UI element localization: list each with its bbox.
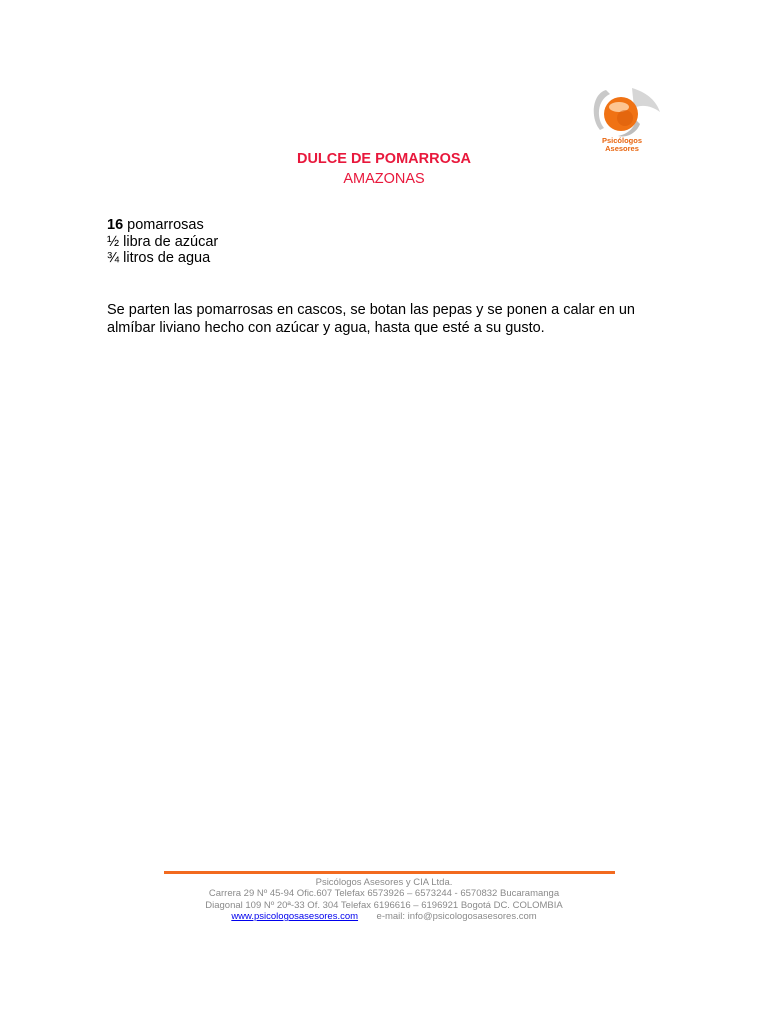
ingredient-quantity: 16	[107, 217, 124, 233]
ingredient-text: pomarrosas	[123, 217, 204, 233]
ingredient-list	[107, 217, 218, 267]
company-logo	[582, 84, 662, 156]
ingredient-item	[107, 234, 218, 251]
footer-divider	[164, 871, 615, 874]
footer-address-bucaramanga: Carrera 29 Nº 45-94 Ofic.607 Telefax 6573926 – 6573244 - 6570832 Bucaramanga	[208, 888, 560, 899]
footer-email: e-mail: info@psicologosasesores.com	[376, 911, 537, 922]
footer-address-bogota: Diagonal 109 Nº 20ª-33 Of. 304 Telefax 6196616 – 6196921 Bogotá DC. COLOMBIA	[205, 900, 563, 911]
logo-text-line2: Asesores	[605, 144, 639, 153]
recipe-title: DULCE DE POMARROSA	[296, 151, 471, 167]
ingredient-quantity: ½	[107, 233, 120, 250]
footer-contact-line	[0, 911, 768, 923]
ingredient-quantity: ¾	[107, 250, 120, 266]
website-link[interactable]: www.psicologosasesores.com	[231, 911, 359, 922]
footer-company: Psicólogos Asesores y CIA Ltda.	[315, 877, 453, 888]
logo-text-line1: Psicólogos	[601, 136, 642, 145]
ingredient-item	[107, 250, 218, 267]
ingredient-text: litros de agua	[119, 250, 211, 266]
recipe-instructions: Se parten las pomarrosas en cascos, se botan las pepas y se ponen a calar en un almíbar liviano hecho con azúcar y agua, hasta que esté a su gusto.	[107, 302, 635, 336]
ingredient-text: libra de azúcar	[119, 233, 219, 250]
ingredient-item	[107, 217, 218, 234]
recipe-region: AMAZONAS	[343, 171, 425, 187]
